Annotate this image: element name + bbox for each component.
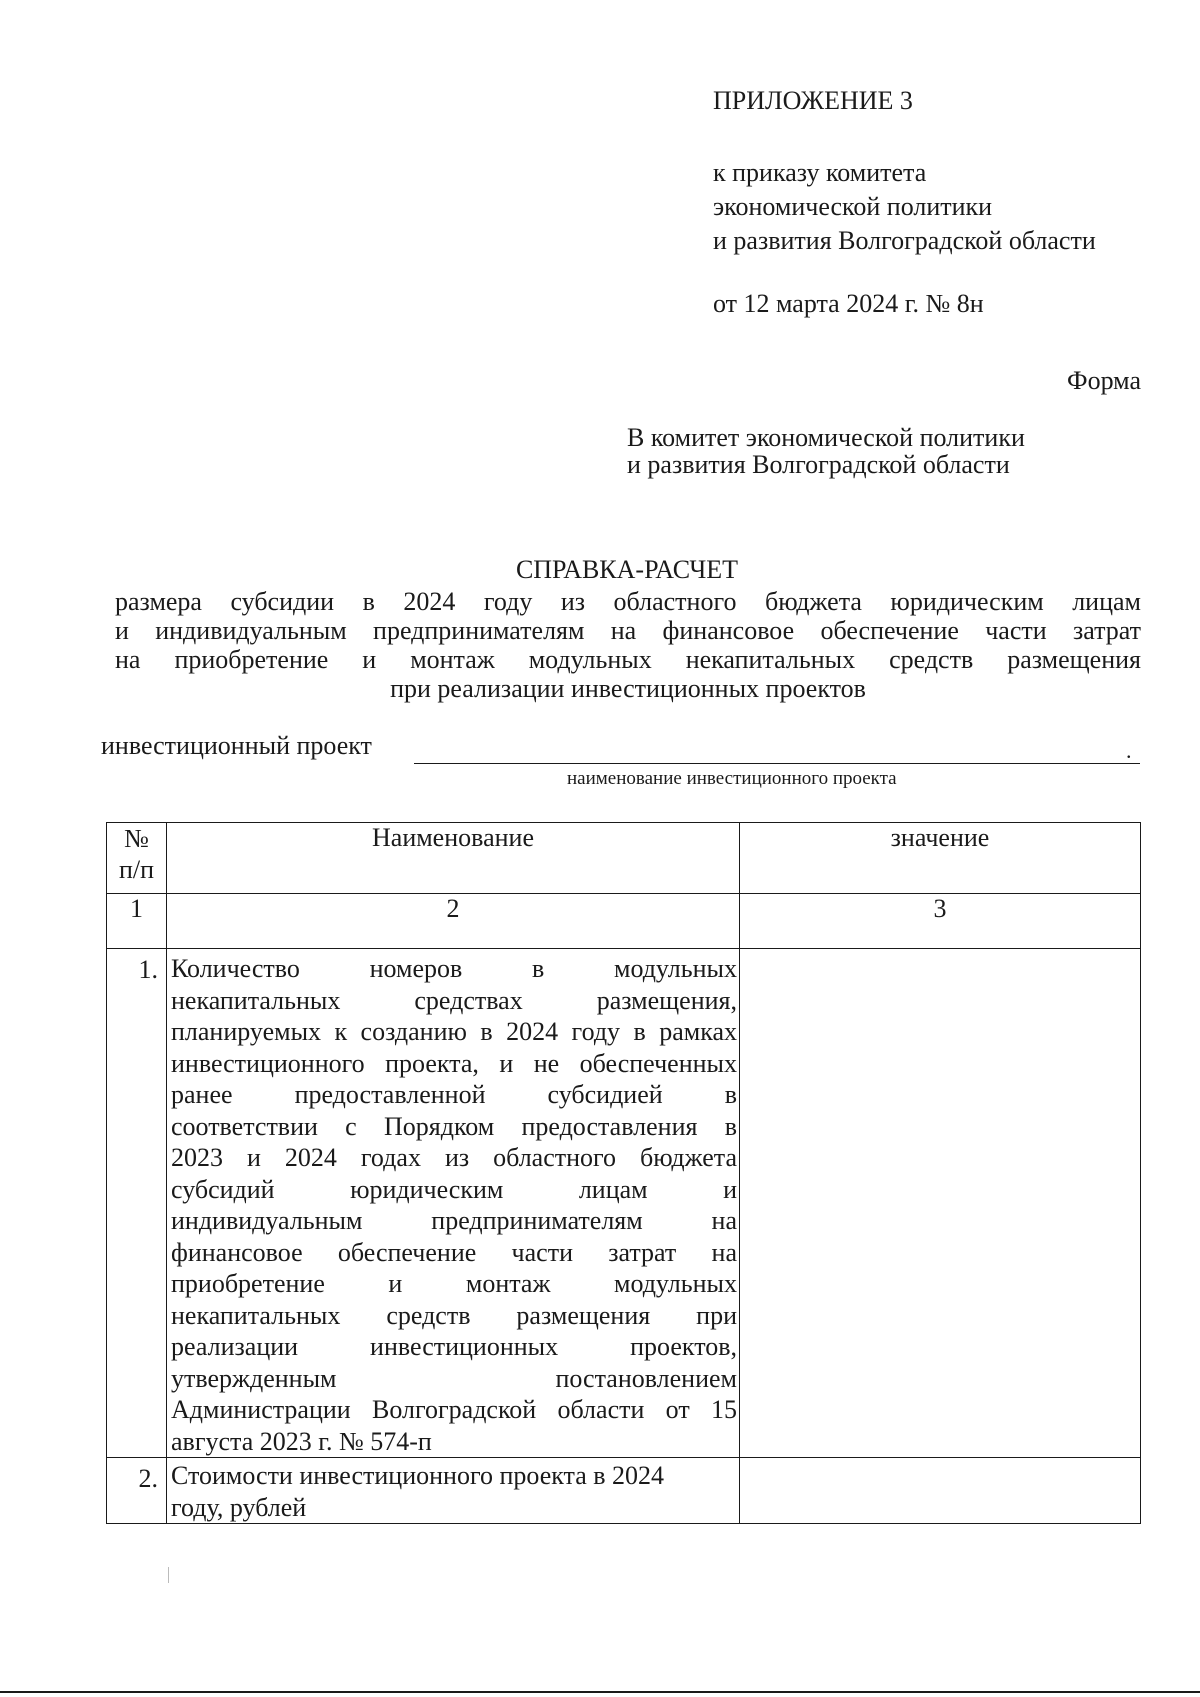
table-row: [107, 1458, 1141, 1524]
project-name-field[interactable]: [414, 763, 1140, 764]
row-name-line: августа 2023 г. № 574-п: [171, 1426, 432, 1456]
row-name-line: году, рублей: [171, 1492, 307, 1522]
row-name-line: планируемых к созданию в 2024 году в рамках: [171, 1017, 737, 1046]
row-name-line: утвержденным постановлением: [171, 1363, 737, 1393]
row-name-line: финансовое обеспечение части затрат на: [171, 1237, 737, 1267]
calculation-table: [106, 822, 1141, 1524]
row-value-field[interactable]: [740, 1458, 1141, 1524]
appendix-line: экономической политики: [713, 192, 993, 221]
row-name-line: некапитальных средств размещения при: [171, 1300, 737, 1330]
header-number: [107, 823, 167, 894]
document-title: СПРАВКА-РАСЧЕТ: [515, 555, 739, 584]
subtitle-line: и индивидуальным предпринимателям на финансовое обеспечение части затрат: [115, 616, 1141, 645]
scan-mark: [168, 1567, 169, 1583]
header-value: значение: [740, 823, 1141, 894]
row-name: [167, 1458, 740, 1524]
subtitle-line: размера субсидии в 2024 году из областного бюджета юридическим лицам: [115, 587, 1141, 616]
row-name-line: некапитальных средствах размещения,: [171, 985, 737, 1015]
row-value-field[interactable]: [740, 949, 1141, 1458]
table-index-row: [107, 894, 1141, 949]
form-label: Форма: [1067, 366, 1141, 395]
table-row: [107, 949, 1141, 1458]
row-name-line: Количество номеров в модульных: [171, 954, 737, 983]
page-bottom-rule: [0, 1691, 1200, 1693]
row-name-line: Администрации Волгоградской области от 15: [171, 1395, 737, 1424]
header-number-symbol: №: [124, 824, 149, 853]
row-number: 1.: [107, 949, 167, 1458]
index-cell: 2: [167, 894, 740, 949]
row-name-line: ранее предоставленной субсидией в: [171, 1080, 737, 1109]
header-number-abbr: п/п: [118, 855, 155, 884]
document-subtitle: [115, 587, 1141, 703]
addressee-line: и развития Волгоградской области: [627, 450, 1010, 479]
addressee: [627, 424, 1025, 478]
row-name-line: соответствии с Порядком предоставления в: [171, 1111, 737, 1141]
subtitle-line: при реализации инвестиционных проектов: [390, 674, 866, 703]
appendix-line: и развития Волгоградской области: [713, 226, 1096, 255]
row-name-line: 2023 и 2024 годах из областного бюджета: [171, 1143, 737, 1172]
index-cell: 3: [740, 894, 1141, 949]
appendix-title: ПРИЛОЖЕНИЕ 3: [713, 86, 913, 115]
header-name: Наименование: [167, 823, 740, 894]
appendix-line: к приказу комитета: [713, 158, 927, 187]
project-label: инвестиционный проект: [101, 731, 372, 760]
addressee-line: В комитет экономической политики: [627, 423, 1025, 452]
row-name-line: инвестиционного проекта, и не обеспеченных: [171, 1048, 737, 1078]
project-trailing-dot: .: [1126, 738, 1132, 763]
appendix-reference: [713, 156, 1096, 258]
row-name-line: индивидуальным предпринимателям на: [171, 1206, 737, 1235]
row-name-line: приобретение и монтаж модульных: [171, 1269, 737, 1298]
appendix-date: от 12 марта 2024 г. № 8н: [713, 289, 984, 318]
subtitle-line: на приобретение и монтаж модульных некапитальных средств размещения: [115, 645, 1141, 674]
row-number: 2.: [107, 1458, 167, 1524]
row-name-line: Стоимости инвестиционного проекта в 2024: [171, 1461, 665, 1490]
row-name-line: субсидий юридическим лицам и: [171, 1174, 737, 1204]
index-cell: 1: [107, 894, 167, 949]
row-name-line: реализации инвестиционных проектов,: [171, 1332, 737, 1361]
row-name: [167, 949, 740, 1458]
project-caption: наименование инвестиционного проекта: [567, 768, 897, 789]
table-header-row: [107, 823, 1141, 894]
